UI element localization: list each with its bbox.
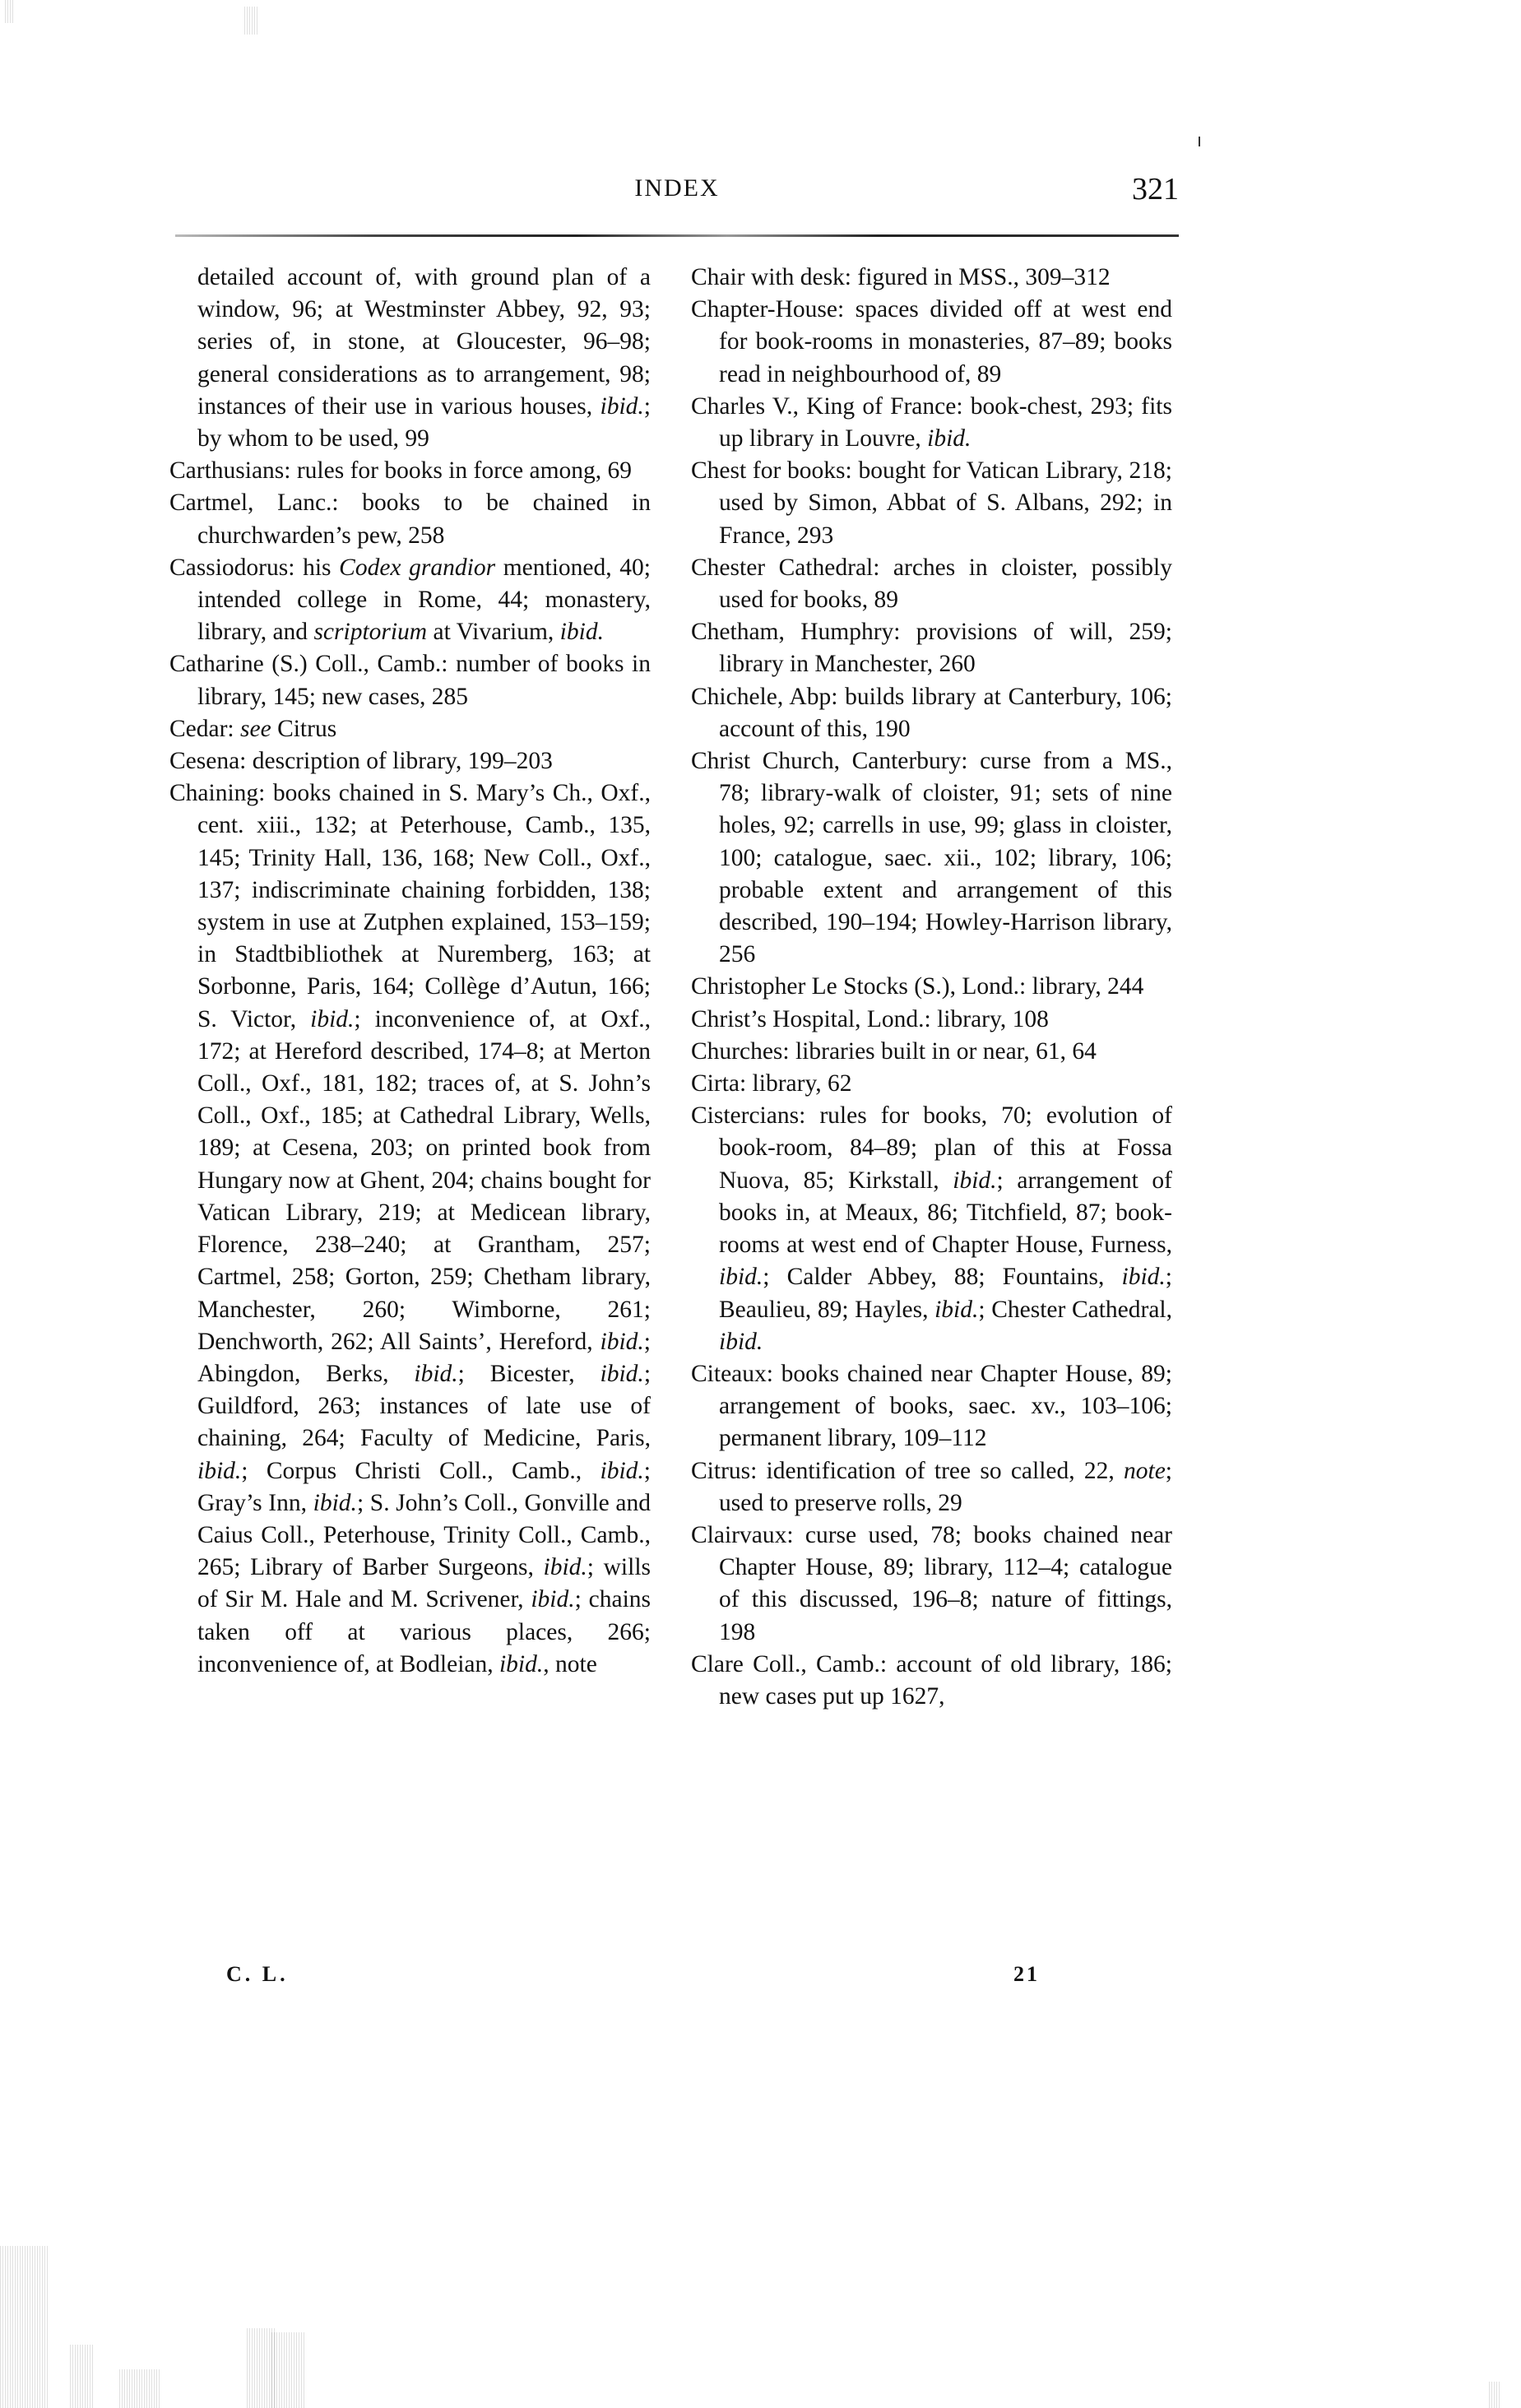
running-head (175, 174, 1179, 216)
index-entry: Churches: libraries built in or near, 61, 64 (691, 1037, 1097, 1065)
index-entry: Chest for books: bought for Vatican Library, 218; used by Simon, Abbat of S. Albans, 292; in France, 293 (691, 457, 1172, 549)
scan-smudge (244, 7, 257, 35)
header-rule (175, 234, 1179, 237)
index-entry: Catharine (S.) Coll., Camb.: number of books in library, 145; new cases, 285 (169, 651, 651, 710)
signature-number: 21 (1013, 1962, 1040, 1986)
scan-smudge (5, 0, 13, 23)
index-entry: Christ Church, Canterbury: curse from a MS., 78; library-walk of cloister, 91; sets of nine holes, 92; carrells in use, 99; glass in cloister, 100; catalogue, saec. xii., 102; library, 106; probable extent and arrangement of this described, 190–194; Howley-Harrison library, 256 (691, 748, 1172, 968)
page-number: 321 (1132, 172, 1179, 206)
index-entry: Chetham, Humphry: provisions of will, 259; library in Manchester, 260 (691, 619, 1172, 678)
index-entry: Charles V., King of France: book-chest, 293; fits up library in Louvre, ibid. (691, 392, 1172, 452)
index-entry: Clare Coll., Camb.: account of old library, 186; new cases put up 1627, (691, 1650, 1172, 1710)
scan-smudge (271, 2332, 304, 2408)
index-entry: Cedar: see Citrus (169, 715, 337, 742)
index-column-right (691, 262, 1172, 1713)
running-title: INDEX (634, 174, 720, 202)
scan-smudge (0, 2246, 49, 2408)
scan-smudge (70, 2345, 95, 2408)
index-entry: Cistercians: rules for books, 70; evolution of book-room, 84–89; plan of this at Fossa Nuova, 85; Kirkstall, ibid.; arrangement of books in, at Meaux, 86; Titchfield, 87; book-rooms at west end of Chapter House, Furness, ibid.; Calder Abbey, 88; Fountains, ibid.; Beaulieu, 89; Hayles, ibid.; Chester Cathedral, ibid. (691, 1102, 1173, 1355)
index-entry: Clairvaux: curse used, 78; books chained near Chapter House, 89; library, 112–4; catalogue of this discussed, 196–8; nature of fittings, 198 (691, 1521, 1172, 1645)
index-entry: Cirta: library, 62 (691, 1070, 852, 1097)
index-entry: Chair with desk: figured in MSS., 309–312 (691, 264, 1111, 290)
index-entry: Citeaux: books chained near Chapter House, 89; arrangement of books, saec. xv., 103–106; permanent library, 109–112 (691, 1360, 1172, 1452)
index-entry: Chichele, Abp: builds library at Canterbury, 106; account of this, 190 (691, 683, 1172, 742)
index-entry: Carthusians: rules for books in force among, 69 (169, 457, 633, 485)
index-entry-continuation: detailed account of, with ground plan of a window, 96; at Westminster Abbey, 92, 93; series of, in stone, at Gloucester, 96–98; general considerations as to arrangement, 98; instances of their use in various houses, ibid.; by whom to be used, 99 (197, 264, 651, 452)
scan-speck (1199, 137, 1200, 146)
index-column-left (169, 262, 651, 1681)
index-entry: Christopher Le Stocks (S.), Lond.: library, 244 (691, 973, 1144, 1000)
index-entry: Chapter-House: spaces divided off at west end for book-rooms in monasteries, 87–89; books read in neighbourhood of, 89 (691, 296, 1172, 387)
index-entry: Cassiodorus: his Codex grandior mentioned, 40; intended college in Rome, 44; monastery, library, and scriptorium at Vivarium, ibid. (169, 554, 651, 646)
index-entry: Cesena: description of library, 199–203 (169, 748, 553, 775)
scan-smudge (119, 2369, 160, 2408)
index-entry: Cartmel, Lanc.: books to be chained in churchwarden’s pew, 258 (169, 489, 651, 549)
index-entry: Chaining: books chained in S. Mary’s Ch., Oxf., cent. xiii., 132; at Peterhouse, Camb., 135, 145; Trinity Hall, 136, 168; New Coll., Oxf., 137; indiscriminate chaining forbidden, 138; system in use at Zutphen explained, 153–159; in Stadtbibliothek at Nuremberg, 163; at Sorbonne, Paris, 164; Collège d’Autun, 166; S. Victor, ibid.; inconvenience of, at Oxf., 172; at Hereford described, 174–8; at Merton Coll., Oxf., 181, 182; traces of, at S. John’s Coll., Oxf., 185; at Cathedral Library, Wells, 189; at Cesena, 203; on printed book from Hungary now at Ghent, 204; chains bought for Vatican Library, 219; at Medicean library, Florence, 238–240; at Grantham, 257; Cartmel, 258; Gorton, 259; Chetham library, Manchester, 260; Wimborne, 261; Denchworth, 262; All Saints’, Hereford, ibid.; Abingdon, Berks, ibid.; Bicester, ibid.; Guildford, 263; instances of late use of chaining, 264; Faculty of Medicine, Paris, ibid.; Corpus Christi Coll., Camb., ibid.; Gray’s Inn, ibid.; S. John’s Coll., Gonville and Caius Coll., Peterhouse, Trinity Coll., Camb., 265; Library of Barber Surgeons, ibid.; wills of Sir M. Hale and M. Scrivener, ibid.; chains taken off at various places, 266; inconvenience of, at Bodleian, ibid., note (169, 780, 652, 1677)
index-entry: Christ’s Hospital, Lond.: library, 108 (691, 1005, 1049, 1032)
scan-smudge (1489, 2382, 1500, 2408)
index-entry: Chester Cathedral: arches in cloister, possibly used for books, 89 (691, 554, 1172, 614)
index-entry: Citrus: identification of tree so called, 22, note; used to preserve rolls, 29 (691, 1457, 1172, 1516)
signature-mark: C. L. (226, 1962, 289, 1986)
